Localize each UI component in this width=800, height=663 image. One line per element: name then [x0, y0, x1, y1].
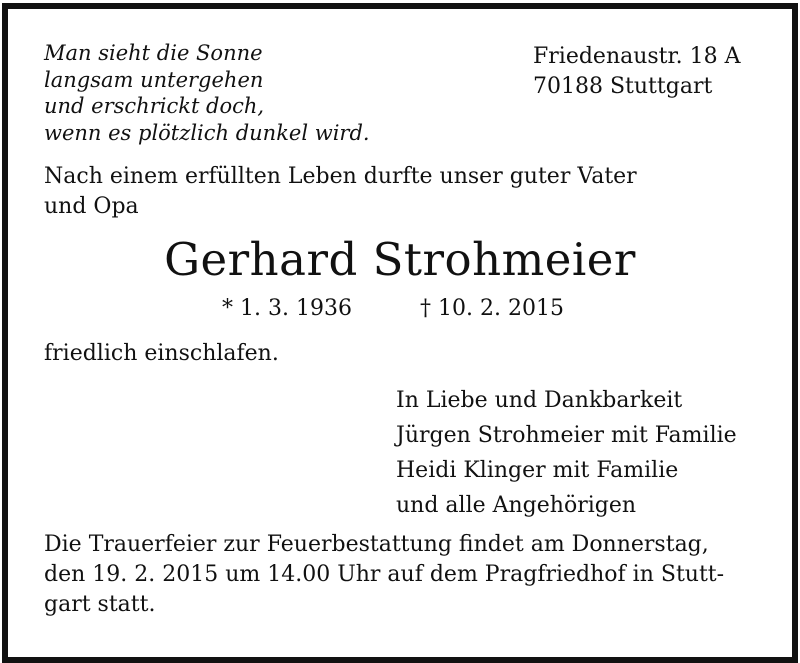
death-date: † 10. 2. 2015	[420, 296, 564, 321]
closing-phrase: friedlich einschlafen.	[44, 341, 279, 366]
mourner-line: Heidi Klinger mit Familie	[396, 458, 679, 483]
mourners-block	[396, 383, 737, 523]
deceased-name: Gerhard Strohmeier	[164, 233, 636, 286]
funeral-service-info	[44, 530, 724, 620]
mourner-line: Jürgen Strohmeier mit Familie	[396, 423, 737, 448]
service-line: Die Trauerfeier zur Feuerbestattung findet am Donnerstag,	[44, 532, 709, 557]
poem-line: und erschrickt doch,	[44, 94, 265, 118]
address-city: 70188 Stuttgart	[533, 74, 713, 99]
poem-line: langsam untergehen	[44, 67, 264, 92]
poem-verse	[44, 40, 370, 146]
poem-line: wenn es plötzlich dunkel wird.	[44, 120, 370, 145]
poem-line: Man sieht die Sonne	[44, 41, 263, 65]
address-street: Friedenaustr. 18 A	[533, 44, 741, 69]
intro-line: Nach einem erfüllten Leben durfte unser guter Vater	[44, 164, 637, 189]
mourner-line: In Liebe und Dankbarkeit	[396, 388, 683, 413]
service-line: gart statt.	[44, 592, 156, 617]
birth-date: * 1. 3. 1936	[222, 296, 352, 321]
intro-line: und Opa	[44, 194, 139, 219]
service-line: den 19. 2. 2015 um 14.00 Uhr auf dem Pragfriedhof in Stutt-	[44, 562, 725, 587]
family-address	[533, 42, 741, 102]
announcement-intro	[44, 162, 637, 222]
mourner-line: und alle Angehörigen	[396, 493, 637, 518]
